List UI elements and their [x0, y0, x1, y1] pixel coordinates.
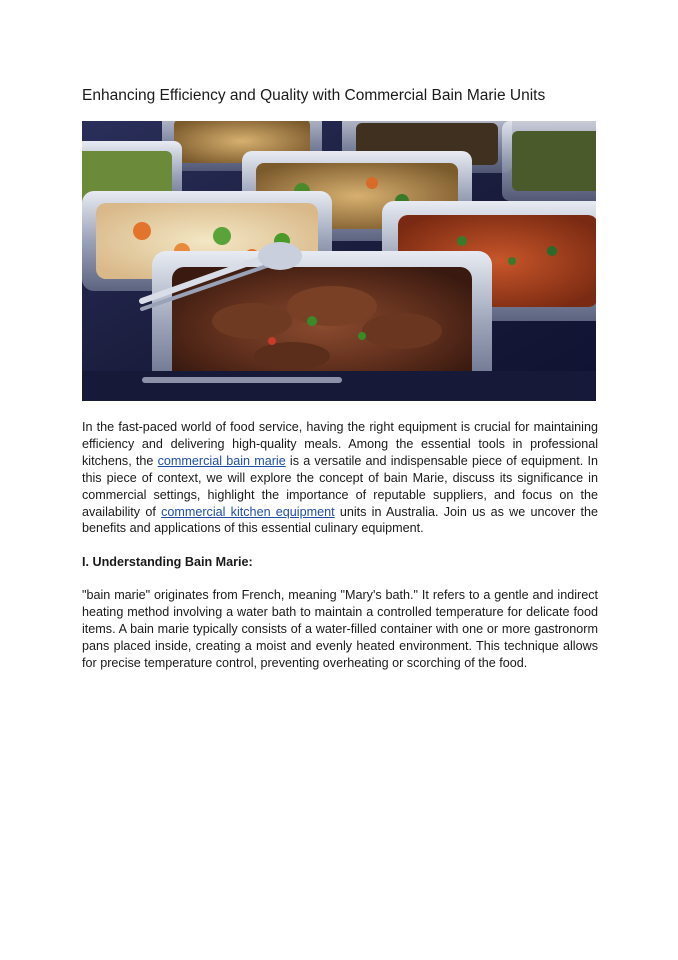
intro-paragraph	[82, 419, 598, 537]
commercial-kitchen-equipment-link[interactable]: commercial kitchen equipment	[161, 504, 335, 519]
section-body: "bain marie" originates from French, meaning "Mary's bath." It refers to a gentle and indirect heating method involving a water bath to maintain a controlled temperature for delicate food items. A bain marie typically consists of a water-filled container with one or more gastronorm pans placed inside, creating a moist and evenly heated environment. This technique allows for precise temperature control, preventing overheating or scorching of the food.	[82, 588, 598, 670]
intro-text-2: is a versatile and indispensable piece of equipment. In this piece of context, we will explore the concept of bain Marie, discuss its significance in commercial settings, highlight the importance of reputable suppliers, and focus on the availability of	[82, 453, 598, 519]
page-title: Enhancing Efficiency and Quality with Commercial Bain Marie Units	[82, 87, 546, 104]
intro-text-3: units in Australia. Join us as we uncover the benefits and applications of this essential culinary equipment.	[82, 504, 599, 536]
bain-marie-photo	[82, 121, 596, 401]
section-heading: I. Understanding Bain Marie:	[82, 555, 253, 569]
intro-text-1: In the fast-paced world of food service, having the right equipment is crucial for maintaining efficiency and delivering high-quality meals. Among the essential tools in professional kitchens, the	[82, 420, 598, 468]
commercial-bain-marie-link[interactable]: commercial bain marie	[157, 453, 286, 468]
